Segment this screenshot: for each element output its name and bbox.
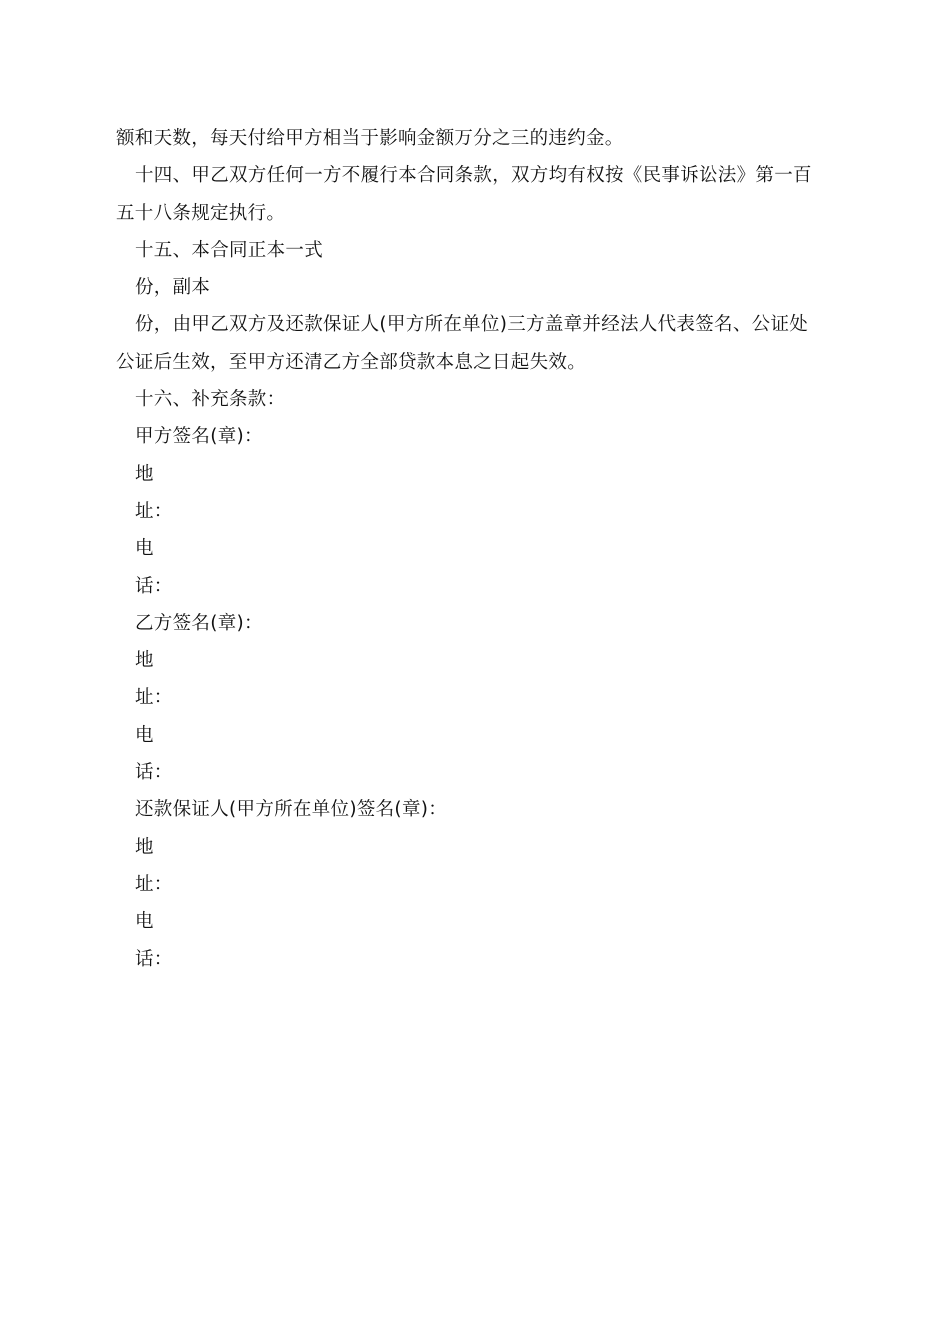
clause-14-line: 十四、甲乙双方任何一方不履行本合同条款，双方均有权按《民事诉讼法》第一百 — [135, 165, 812, 187]
party-a-address-label: 址： — [135, 500, 173, 522]
guarantor-phone-label: 话： — [135, 948, 173, 970]
guarantor-signature-label: 还款保证人(甲方所在单位)签名(章)： — [135, 799, 448, 821]
text-line: 份，副本 — [135, 277, 211, 299]
party-a-signature-label: 甲方签名(章)： — [135, 426, 263, 448]
party-b-signature-label: 乙方签名(章)： — [135, 612, 263, 634]
text-line: 公证后生效，至甲方还清乙方全部贷款本息之日起失效。 — [116, 351, 587, 373]
text-line: 份，由甲乙双方及还款保证人(甲方所在单位)三方盖章并经法人代表签名、公证处 — [135, 314, 809, 336]
party-b-phone-label: 电 — [135, 724, 154, 746]
party-a-phone-label: 话： — [135, 575, 173, 597]
party-b-address-label: 地 — [135, 650, 154, 672]
clause-15-line: 十五、本合同正本一式 — [135, 239, 324, 261]
party-b-address-label: 址： — [135, 687, 173, 709]
text-line: 五十八条规定执行。 — [116, 202, 286, 224]
party-a-phone-label: 电 — [135, 538, 154, 560]
clause-16-line: 十六、补充条款： — [135, 389, 286, 411]
guarantor-phone-label: 电 — [135, 911, 154, 933]
guarantor-address-label: 址： — [135, 873, 173, 895]
text-line: 额和天数，每天付给甲方相当于影响金额万分之三的违约金。 — [116, 128, 624, 149]
party-b-phone-label: 话： — [135, 762, 173, 784]
guarantor-address-label: 地 — [135, 836, 154, 858]
document-body — [116, 120, 836, 978]
party-a-address-label: 地 — [135, 463, 154, 485]
